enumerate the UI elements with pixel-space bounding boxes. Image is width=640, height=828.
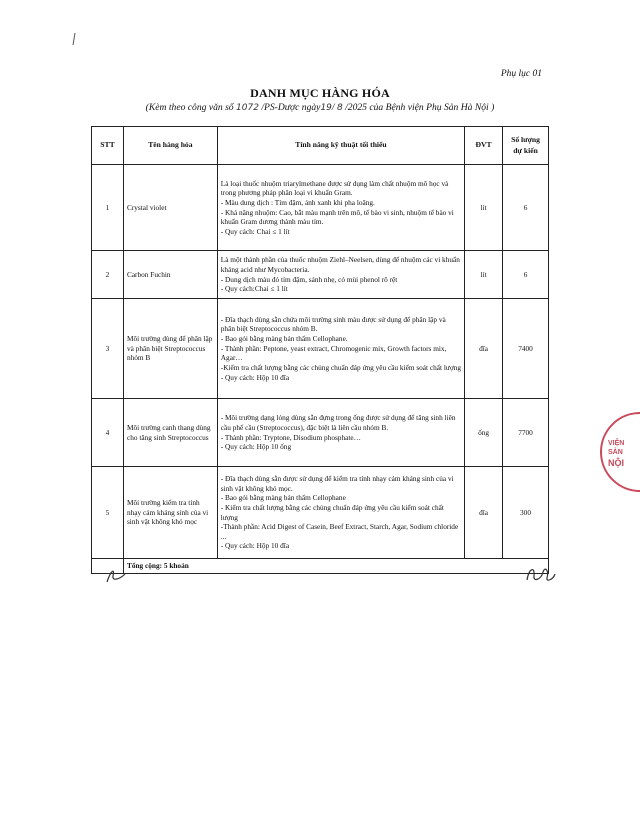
row-spec [217, 467, 464, 559]
row-name: Môi trường dùng để phân lập và phân biệt Streptococcus nhóm B [123, 299, 217, 399]
col-header-qty: Số lượng dự kiến [503, 127, 549, 165]
hospital-stamp [600, 412, 640, 492]
row-qty: 300 [503, 467, 549, 559]
table-row [92, 467, 549, 559]
col-header-name: Tên hàng hóa [123, 127, 217, 165]
initials-left-mark [103, 566, 131, 586]
handwritten-day: 19 [320, 103, 332, 113]
row-qty: 7400 [503, 299, 549, 399]
handwritten-month: 8 [336, 103, 343, 113]
row-stt: 4 [92, 399, 124, 467]
goods-table [91, 126, 549, 574]
row-qty: 6 [503, 251, 549, 299]
row-stt: 3 [92, 299, 124, 399]
spec-line: - Quy cách: Hộp 10 đĩa [220, 372, 290, 382]
spec-line: - Bao gói bằng màng bán thấm Cellophane [220, 493, 346, 503]
document-subtitle [0, 102, 640, 113]
spec-line: - Thành phần: Tryptone, Disodium phosphate… [220, 432, 361, 442]
row-unit: ống [465, 399, 503, 467]
row-qty: 6 [503, 165, 549, 251]
subtitle-slash: / [331, 102, 335, 113]
total-row [92, 559, 549, 574]
row-stt: 5 [92, 467, 124, 559]
document-title: DANH MỤC HÀNG HÓA [250, 86, 390, 100]
stamp-line-1: VIỆN [608, 440, 625, 447]
spec-line: - Quy cách: Hộp 10 ống [220, 442, 292, 452]
col-header-spec: Tính năng kỹ thuật tối thiểu [217, 127, 464, 165]
row-qty: 7700 [503, 399, 549, 467]
row-stt: 2 [92, 251, 124, 299]
subtitle-after: /2025 của Bệnh viện Phụ Sản Hà Nội ) [345, 102, 495, 113]
row-spec [217, 165, 464, 251]
row-spec [217, 299, 464, 399]
spec-line: Là một thành phần của thuốc nhuộm Ziehl–Neelsen, dùng để nhuộm các vi khuẩn kháng acid như Mycobacteria. [220, 255, 460, 274]
spec-line: - Thành phần: Peptone, yeast extract, Chromogenic mix, Growth factors mix, Agar… [220, 343, 447, 363]
spec-line: - Quy cách:Chai ≤ 1 lít [220, 284, 288, 294]
row-spec [217, 251, 464, 299]
row-stt: 1 [92, 165, 124, 251]
row-unit: đĩa [465, 467, 503, 559]
stamp-line-3: NỘI [608, 457, 625, 468]
col-header-unit: ĐVT [465, 127, 503, 165]
spec-line: - Kiểm tra chất lượng bằng các chủng chuẩn đáp ứng yêu cầu kiểm soát chất lượng [220, 502, 444, 522]
row-name: Môi trường kiểm tra tính nhạy cảm kháng sinh của vi sinh vật không khó mọc [123, 467, 217, 559]
spec-line: - Đĩa thạch dùng sẵn được sử dụng để kiểm tra tính nhạy cảm kháng sinh của vi sinh vật không khó mọc. [220, 474, 454, 493]
spec-line: - Màu dung dịch : Tím đậm, ánh xanh khi pha loãng. [220, 197, 375, 207]
spec-line: - Môi trường dạng lỏng dùng sẵn đựng trong ống được sử dụng để tăng sinh liên cầu phế cầu (Streptococcus), đặc biệt là liên cầu nhóm B. [220, 413, 456, 432]
spec-line: - Bao gói bằng màng bán thấm Cellophane. [220, 334, 348, 344]
table-header-row [92, 127, 549, 165]
table-row [92, 399, 549, 467]
spec-line: - Quy cách: Hộp 10 đĩa [220, 541, 290, 551]
row-spec [217, 399, 464, 467]
spec-line: -Thành phần: Acid Digest of Casein, Beef Extract, Starch, Agar, Sodium chloride ... [220, 522, 459, 541]
spec-line: -Kiểm tra chất lượng bằng các chủng chuẩn đáp ứng yêu cầu kiểm soát chất lượng [220, 362, 462, 372]
table-row [92, 299, 549, 399]
table-row [92, 165, 549, 251]
row-name: Carbon Fuchin [123, 251, 217, 299]
corner-pen-mark [70, 32, 78, 46]
row-name: Crystal violet [123, 165, 217, 251]
total-label: Tổng cộng: 5 khoản [123, 559, 548, 574]
spec-line: - Khả năng nhuộm: Cao, bắt màu mạnh trên mô, tế bào vi sinh, nhuộm tế bào vi khuẩn Gram dương thành màu tím. [220, 207, 454, 227]
subtitle-mid: /PS-Dược ngày [261, 102, 321, 113]
stamp-line-2: SẢN [608, 448, 623, 456]
spec-line: Là loại thuốc nhuộm triarylmethane được sử dụng làm chất nhuộm mô học và trong phương pháp phân loại vi khuẩn Gram. [220, 178, 449, 198]
signature-right-mark [523, 562, 557, 586]
spec-line: - Dung dịch màu đỏ tím đậm, sánh nhẹ, có mùi phenol rõ rệt [220, 274, 398, 284]
col-header-stt: STT [92, 127, 124, 165]
spec-line: - Quy cách: Chai ≤ 1 lít [220, 226, 290, 236]
row-name: Môi trường canh thang dùng cho tăng sinh Streptococcus [123, 399, 217, 467]
row-unit: đĩa [465, 299, 503, 399]
spec-line: - Đĩa thạch dùng sẵn chứa môi trường sinh màu được sử dụng để phân lập và phân biệt Streptococcus nhóm B. [220, 314, 446, 334]
row-unit: lít [465, 165, 503, 251]
table-row [92, 251, 549, 299]
row-unit: lít [465, 251, 503, 299]
appendix-label: Phụ lục 01 [500, 69, 542, 79]
subtitle-before: (Kèm theo công văn số [145, 102, 234, 113]
handwritten-doc-number: 1072 [236, 103, 259, 113]
